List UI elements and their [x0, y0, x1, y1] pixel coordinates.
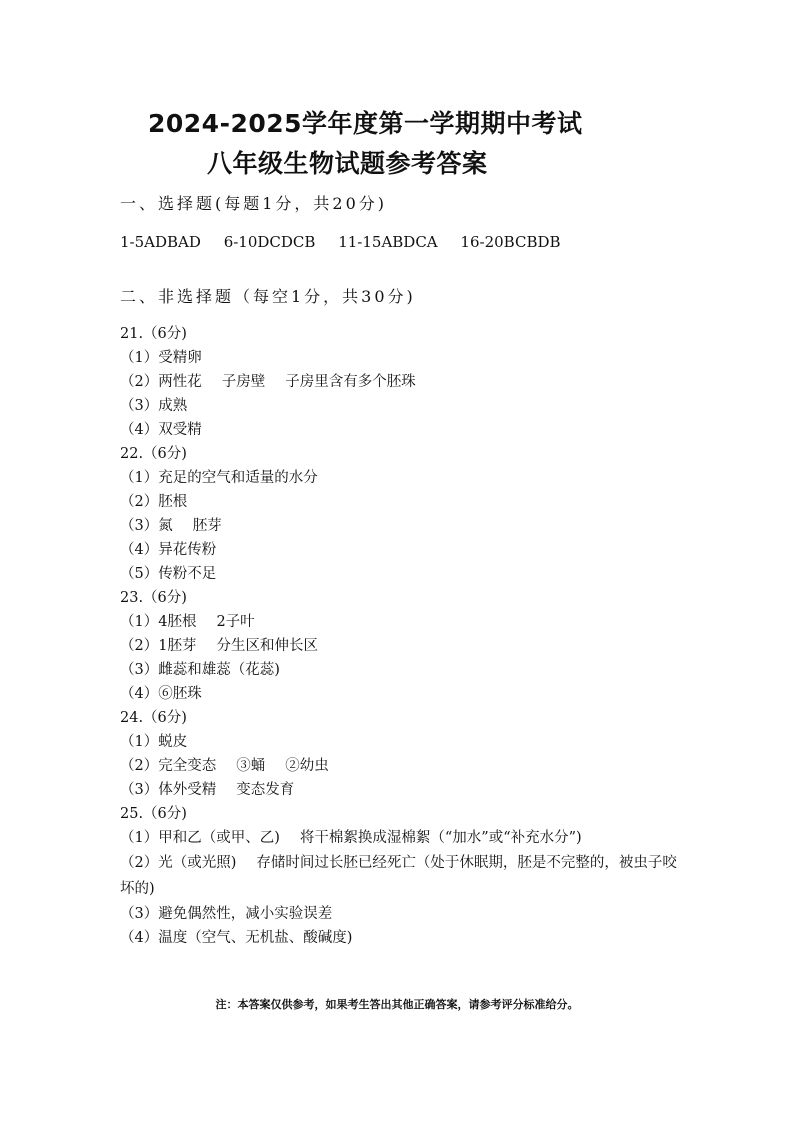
answer-text: 胚芽 [192, 518, 222, 534]
answer-line [120, 926, 680, 950]
answer-text: （3）氮 [120, 518, 173, 534]
answer-text: 子房壁 [221, 374, 266, 390]
answer-text: （4）温度（空气、无机盐、酸碱度) [120, 930, 353, 946]
section-2-heading: 二、非选择题（每空1分，共30分) [120, 287, 416, 306]
answer-line [120, 730, 680, 754]
answer-line [120, 778, 680, 802]
answer-line [120, 418, 680, 442]
answer-text: （2）光（或光照) [120, 855, 237, 871]
answer-text: （3）体外受精 [120, 782, 217, 798]
answer-text: （4）异花传粉 [120, 542, 217, 558]
answer-text: （2）1胚芽 [120, 638, 197, 654]
answer-line [120, 370, 680, 394]
answer-line [120, 826, 680, 850]
answer-line [120, 754, 680, 778]
answer-line [120, 902, 680, 926]
answer-text: （1）甲和乙（或甲、乙) [120, 830, 280, 846]
answer-line [120, 346, 680, 370]
answer-text: （4）双受精 [120, 422, 202, 438]
title-line-2: 八年级生物试题参考答案 [207, 149, 488, 178]
answer-line [120, 514, 680, 538]
answer-text: （1）蜕皮 [120, 734, 188, 750]
answer-text: （4）⑥胚珠 [120, 686, 202, 702]
multiple-choice-answers [120, 233, 561, 251]
answer-line [120, 682, 680, 706]
answer-text: （2）胚根 [120, 494, 188, 510]
answer-line [120, 490, 680, 514]
answer-text: （5）传粉不足 [120, 566, 217, 582]
answer-text: 子房里含有多个胚珠 [285, 374, 416, 390]
answer-line [120, 562, 680, 586]
mc-answer-group: 1-5ADBAD [120, 233, 201, 251]
title-line-1: 2024-2025学年度第一学期期中考试 [148, 109, 583, 138]
mc-answer-group: 16-20BCBDB [460, 233, 561, 251]
answer-text: （2）两性花 [120, 374, 202, 390]
answer-text: 分生区和伸长区 [216, 638, 318, 654]
question-header: 25.（6分) [120, 806, 187, 822]
answer-line [120, 538, 680, 562]
answer-text: 2子叶 [216, 614, 255, 630]
footnote: 注：本答案仅供参考，如果考生答出其他正确答案，请参考评分标准给分。 [215, 998, 579, 1011]
answer-text: （2）完全变态 [120, 758, 217, 774]
answer-line [120, 850, 680, 902]
answer-text: （1）4胚根 [120, 614, 197, 630]
answer-text: 变态发育 [236, 782, 295, 798]
question-header: 24.（6分) [120, 710, 187, 726]
answer-text: （1）受精卵 [120, 350, 202, 366]
answer-text: （3）成熟 [120, 398, 188, 414]
section-1-heading: 一、选择题(每题1分，共20分) [120, 194, 388, 213]
answer-text: （3）避免偶然性，减小实验误差 [120, 906, 333, 922]
question-header: 22.（6分) [120, 446, 187, 462]
answer-line [120, 634, 680, 658]
answer-text: ②幼虫 [285, 758, 329, 774]
answer-text: ③蛹 [236, 758, 266, 774]
question-header: 23.（6分) [120, 590, 187, 606]
answer-line [120, 658, 680, 682]
answer-text: 存储时间过长胚已经死亡（处于休眠期，胚是不完整的，被虫子咬坏的) [120, 855, 677, 897]
question-header: 21.（6分) [120, 326, 187, 342]
answer-line [120, 394, 680, 418]
mc-answer-group: 6-10DCDCB [223, 233, 316, 251]
answer-line [120, 610, 680, 634]
answer-text: （3）雌蕊和雄蕊（花蕊) [120, 662, 280, 678]
answer-list [120, 322, 680, 950]
mc-answer-group: 11-15ABDCA [338, 233, 438, 251]
answer-line [120, 466, 680, 490]
answer-text: 将干棉絮换成湿棉絮（“加水”或“补充水分”) [299, 830, 582, 846]
answer-text: （1）充足的空气和适量的水分 [120, 470, 318, 486]
